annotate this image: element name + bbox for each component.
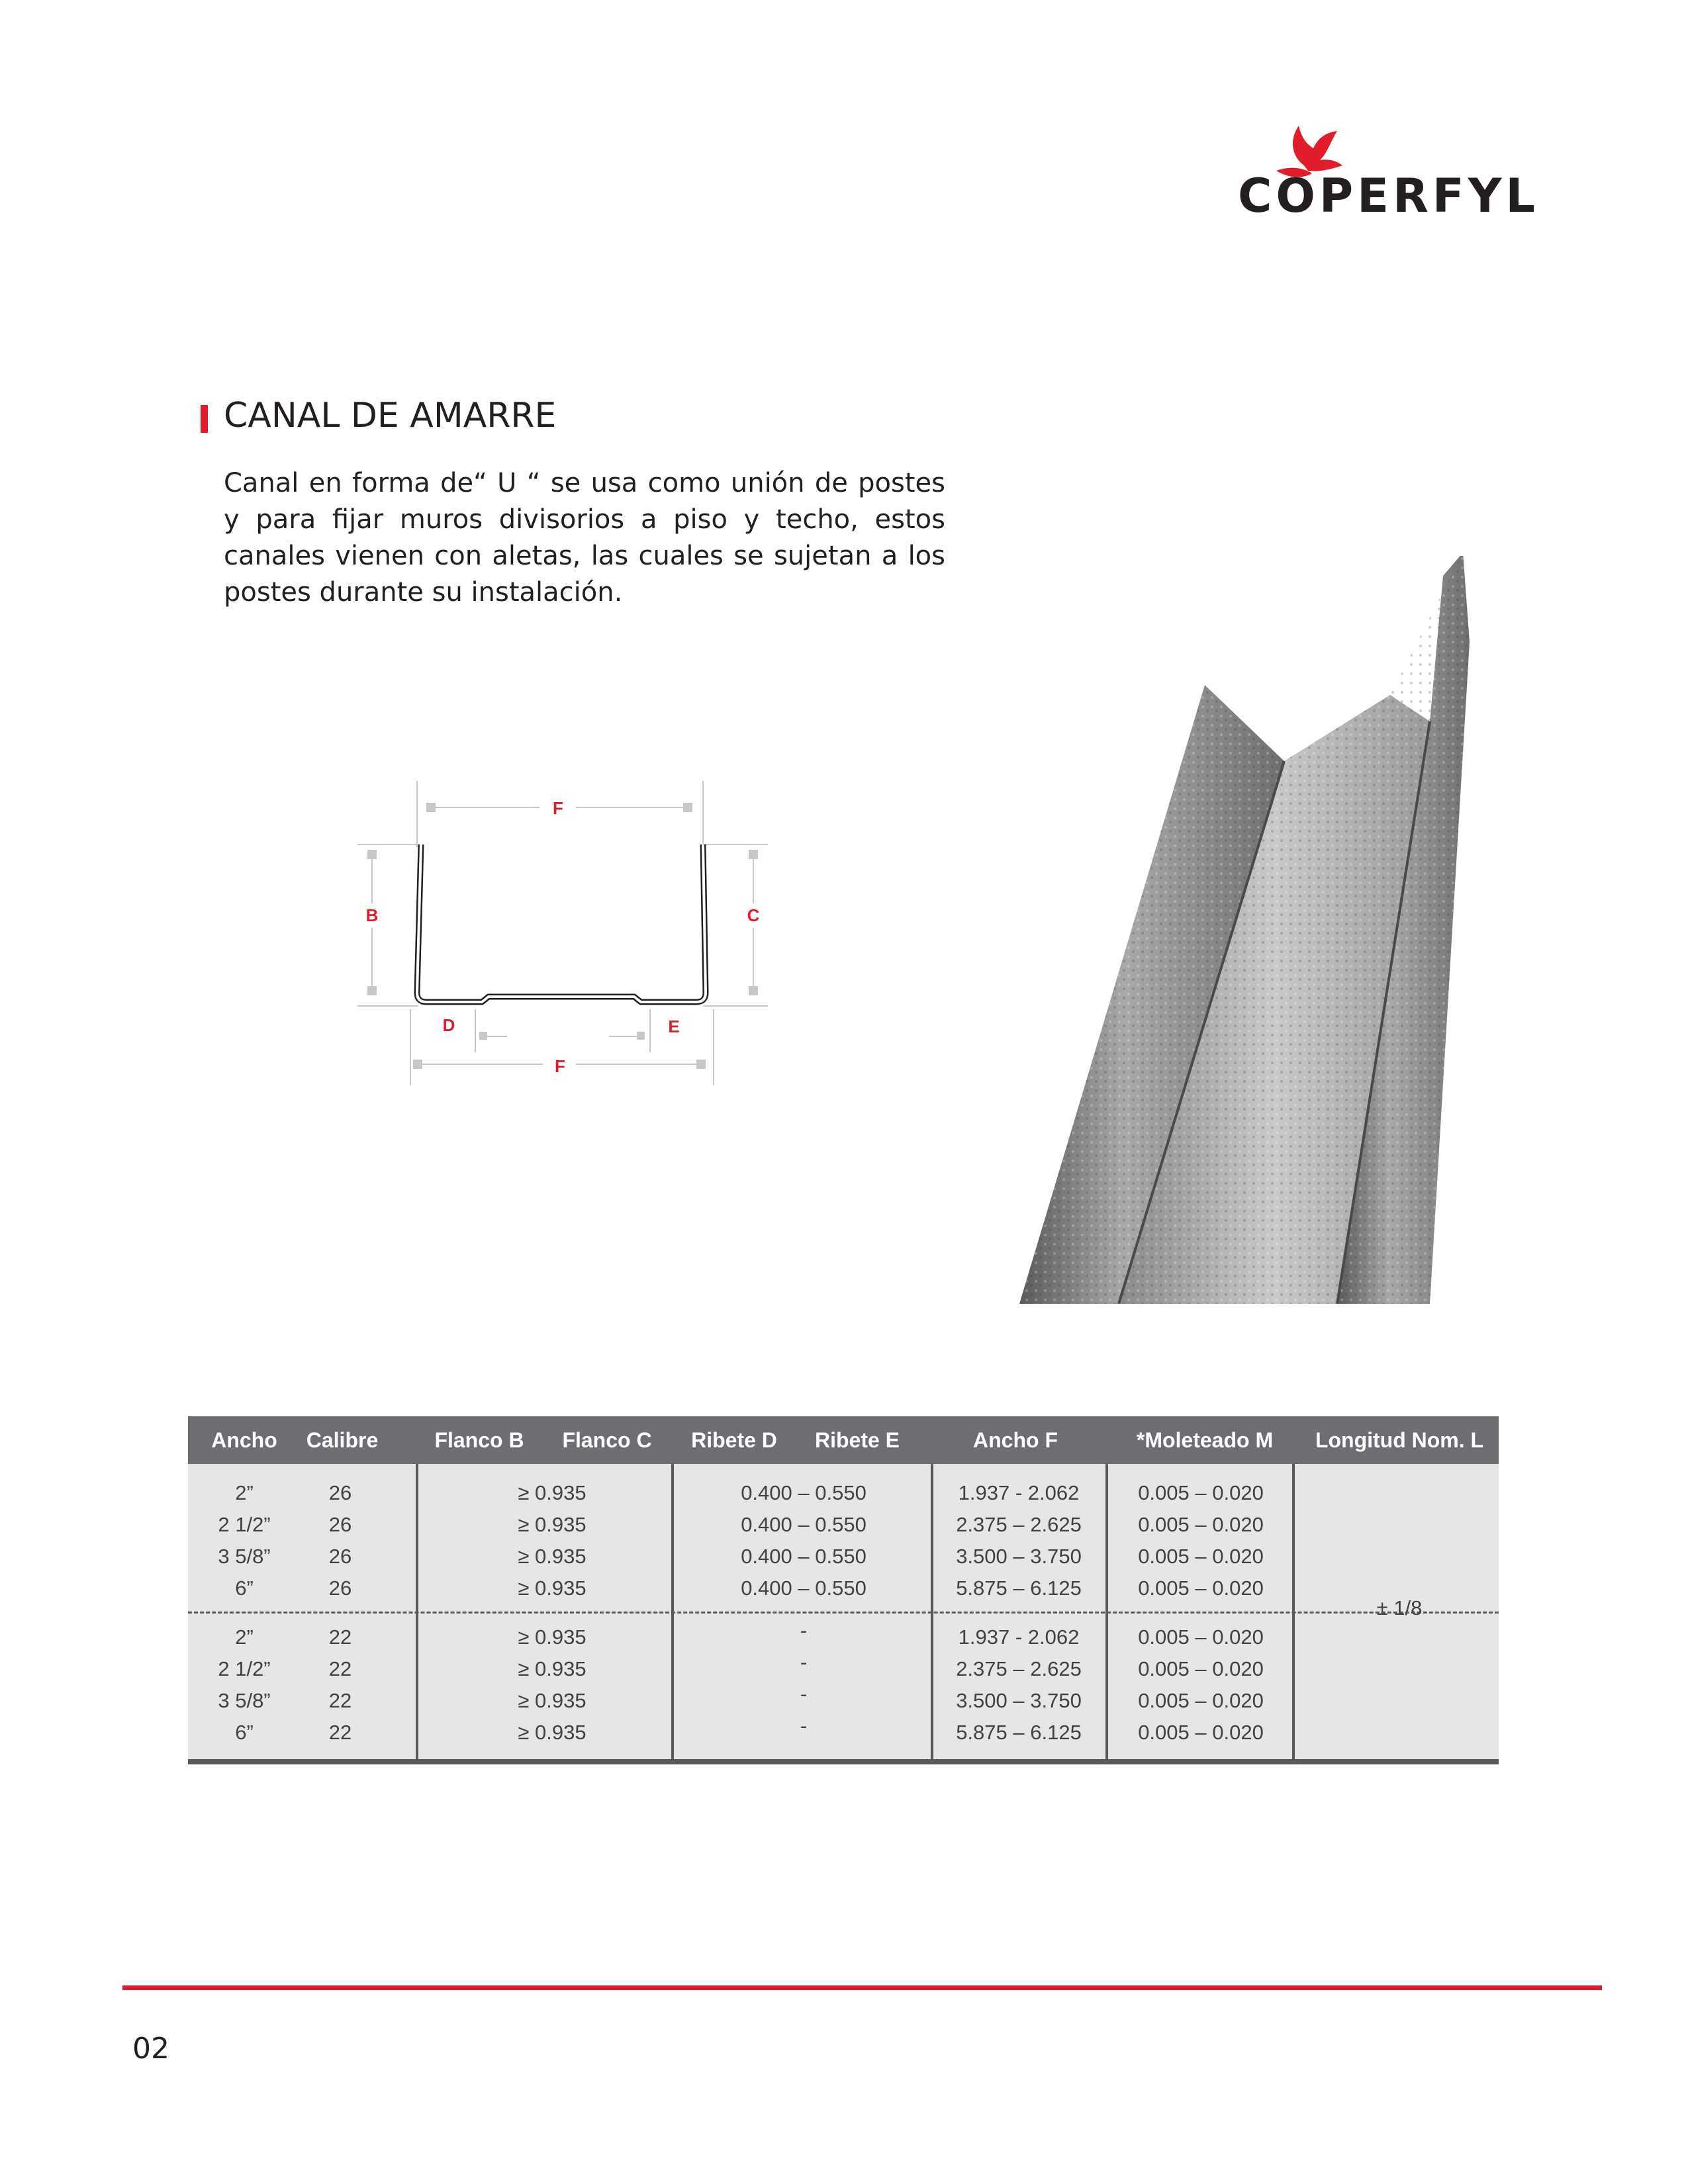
col-header-ribete-e: Ribete E bbox=[814, 1428, 900, 1452]
cell-ancho-f: 3.500 – 3.750 bbox=[956, 1545, 1082, 1568]
cell-moleteado: 0.005 – 0.020 bbox=[1138, 1625, 1264, 1649]
cell-ancho-f: 2.375 – 2.625 bbox=[956, 1657, 1082, 1680]
dim-label-d: D bbox=[442, 1015, 455, 1035]
cell-ancho-f: 5.875 – 6.125 bbox=[956, 1721, 1082, 1744]
col-header-flanco-b: Flanco B bbox=[434, 1428, 524, 1452]
cell-flanco: ≥ 0.935 bbox=[518, 1689, 586, 1712]
cell-calibre: 26 bbox=[328, 1576, 352, 1600]
cell-calibre: 22 bbox=[328, 1689, 352, 1712]
cell-ancho: 3 5/8” bbox=[218, 1689, 271, 1712]
cell-ribete: - bbox=[800, 1714, 808, 1737]
heading-accent-bar bbox=[201, 405, 208, 433]
col-header-ancho-f: Ancho F bbox=[973, 1428, 1058, 1452]
col-header-flanco-c: Flanco C bbox=[562, 1428, 652, 1452]
cell-flanco: ≥ 0.935 bbox=[518, 1625, 586, 1649]
section-description: Canal en forma de“ U “ se usa como unión de postes y para fijar muros divisorios a piso y techo, estos canales vienen con aletas, las cuales se sujetan a los postes durante su instalación. bbox=[224, 468, 945, 608]
cell-calibre: 22 bbox=[328, 1657, 352, 1680]
col-header-moleteado-m: *Moleteado M bbox=[1136, 1428, 1274, 1452]
brand-logo bbox=[1231, 119, 1540, 225]
cell-ribete: - bbox=[800, 1682, 808, 1706]
cell-flanco: ≥ 0.935 bbox=[518, 1481, 586, 1504]
dim-label-c: C bbox=[747, 905, 760, 925]
dim-label-f-bottom: F bbox=[555, 1056, 565, 1076]
cell-flanco: ≥ 0.935 bbox=[518, 1657, 586, 1680]
cell-flanco: ≥ 0.935 bbox=[518, 1721, 586, 1744]
cell-ancho: 3 5/8” bbox=[218, 1545, 271, 1568]
cell-longitud: ± 1/8 bbox=[1376, 1596, 1423, 1619]
cell-calibre: 26 bbox=[328, 1545, 352, 1568]
footer-divider bbox=[122, 1985, 1602, 1990]
cell-ancho: 2” bbox=[235, 1625, 254, 1649]
dim-label-e: E bbox=[668, 1017, 680, 1036]
cell-flanco: ≥ 0.935 bbox=[518, 1545, 586, 1568]
cell-flanco: ≥ 0.935 bbox=[518, 1576, 586, 1600]
page-number: 02 bbox=[132, 2032, 169, 2066]
cell-ancho-f: 1.937 - 2.062 bbox=[958, 1625, 1080, 1649]
cell-ancho: 2” bbox=[235, 1481, 254, 1504]
cell-ancho-f: 5.875 – 6.125 bbox=[956, 1576, 1082, 1600]
cell-flanco: ≥ 0.935 bbox=[518, 1513, 586, 1536]
cell-moleteado: 0.005 – 0.020 bbox=[1138, 1513, 1264, 1536]
channel-cross-section-diagram bbox=[331, 781, 781, 1112]
specifications-table bbox=[188, 1416, 1499, 1764]
brand-name: COPERFYL bbox=[1238, 169, 1540, 223]
cell-moleteado: 0.005 – 0.020 bbox=[1138, 1545, 1264, 1568]
dim-label-f-top: F bbox=[553, 798, 563, 818]
cell-ribete: 0.400 – 0.550 bbox=[741, 1513, 867, 1536]
col-header-calibre: Calibre bbox=[306, 1428, 379, 1452]
cell-ancho: 6” bbox=[235, 1721, 254, 1744]
cell-moleteado: 0.005 – 0.020 bbox=[1138, 1721, 1264, 1744]
cell-calibre: 26 bbox=[328, 1481, 352, 1504]
cell-moleteado: 0.005 – 0.020 bbox=[1138, 1689, 1264, 1712]
section-title: CANAL DE AMARRE bbox=[224, 396, 557, 435]
channel-product-image bbox=[1006, 556, 1483, 1304]
col-header-ribete-d: Ribete D bbox=[691, 1428, 777, 1452]
cell-moleteado: 0.005 – 0.020 bbox=[1138, 1576, 1264, 1600]
cell-ancho: 2 1/2” bbox=[218, 1513, 271, 1536]
cell-moleteado: 0.005 – 0.020 bbox=[1138, 1481, 1264, 1504]
cell-ancho-f: 3.500 – 3.750 bbox=[956, 1689, 1082, 1712]
cell-ribete: - bbox=[800, 1651, 808, 1674]
table-header-row bbox=[188, 1416, 1499, 1464]
col-header-longitud-nom-l: Longitud Nom. L bbox=[1315, 1428, 1484, 1452]
cell-ancho-f: 1.937 - 2.062 bbox=[958, 1481, 1080, 1504]
dim-label-b: B bbox=[365, 905, 379, 925]
cell-ancho: 6” bbox=[235, 1576, 254, 1600]
cell-calibre: 22 bbox=[328, 1625, 352, 1649]
cell-ribete: 0.400 – 0.550 bbox=[741, 1545, 867, 1568]
cell-calibre: 22 bbox=[328, 1721, 352, 1744]
cell-ancho-f: 2.375 – 2.625 bbox=[956, 1513, 1082, 1536]
cell-calibre: 26 bbox=[328, 1513, 352, 1536]
cell-ribete: 0.400 – 0.550 bbox=[741, 1576, 867, 1600]
col-header-ancho: Ancho bbox=[211, 1428, 277, 1452]
cell-ribete: 0.400 – 0.550 bbox=[741, 1481, 867, 1504]
table-bottom-rule bbox=[188, 1759, 1499, 1764]
cell-moleteado: 0.005 – 0.020 bbox=[1138, 1657, 1264, 1680]
cell-ribete: - bbox=[800, 1619, 808, 1642]
cell-ancho: 2 1/2” bbox=[218, 1657, 271, 1680]
